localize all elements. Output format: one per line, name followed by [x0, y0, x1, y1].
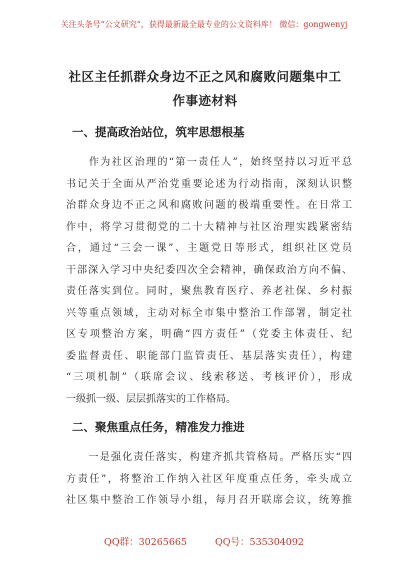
section-heading-1: 一、提高政治站位，筑牢思想根基 — [72, 125, 245, 139]
paragraph-line: “三项机制”（联席会议、线索移送、考核评价），形成 — [66, 372, 352, 383]
top-banner: 关注头条号“公文研究”，获得最新最全最专业的公文资料库！ 微信：gongwenyj — [60, 20, 348, 29]
document-title: 社区主任抓群众身边不正之风和腐败问题集中工作事迹材料 — [68, 69, 342, 108]
paragraph-line: 方责任”，将整治工作纳入社区年度重点任务，牵头成立 — [66, 473, 352, 485]
paragraph-line: 兴等重点领域，主动对标全市集中整治工作部署，制定社 — [66, 307, 352, 319]
footer-qq-number: QQ号：535304092 — [214, 537, 304, 548]
paragraph-line: 作中，将学习贯彻党的二十大精神与社区治理实践紧密结 — [66, 221, 352, 233]
section-1-paragraph — [66, 152, 352, 410]
paragraph-line: 责任落实到位。同时，聚焦教育医疗、养老社保、乡村振 — [66, 286, 352, 297]
footer-contact — [0, 536, 408, 550]
paragraph-line: 书记关于全面从严治党重要论述为行动指南，深刻认识整 — [66, 178, 352, 190]
section-2-paragraph — [66, 447, 352, 512]
paragraph-line: 作为社区治理的“第一责任人”，始终坚持以习近平总 — [66, 157, 352, 168]
section-heading-2: 二、聚焦重点任务，精准发力推进 — [72, 420, 245, 434]
footer-qq-group: QQ群：30265665 — [104, 537, 187, 548]
paragraph-line: 干部深入学习中央纪委四次全会精神，确保政治方向不偏、 — [66, 264, 352, 276]
paragraph-line: 治群众身边不正之风和腐败问题的极端重要性。在日常工 — [66, 200, 352, 211]
paragraph-line: 委监督责任、职能部门监管责任、基层落实责任），构建 — [66, 350, 352, 362]
paragraph-line: 社区集中整治工作领导小组，每月召开联席会议，统筹推 — [66, 495, 352, 506]
paragraph-line: 合，通过“三会一课”、主题党日等形式，组织社区党员 — [66, 243, 352, 254]
paragraph-line: 区专项整治方案，明确“四方责任”（党委主体责任、纪 — [66, 329, 352, 340]
paragraph-line: 一级抓一级、层层抓落实的工作格局。 — [66, 393, 236, 405]
paragraph-line: 一是强化责任落实，构建齐抓共管格局。严格压实“四 — [66, 452, 352, 463]
